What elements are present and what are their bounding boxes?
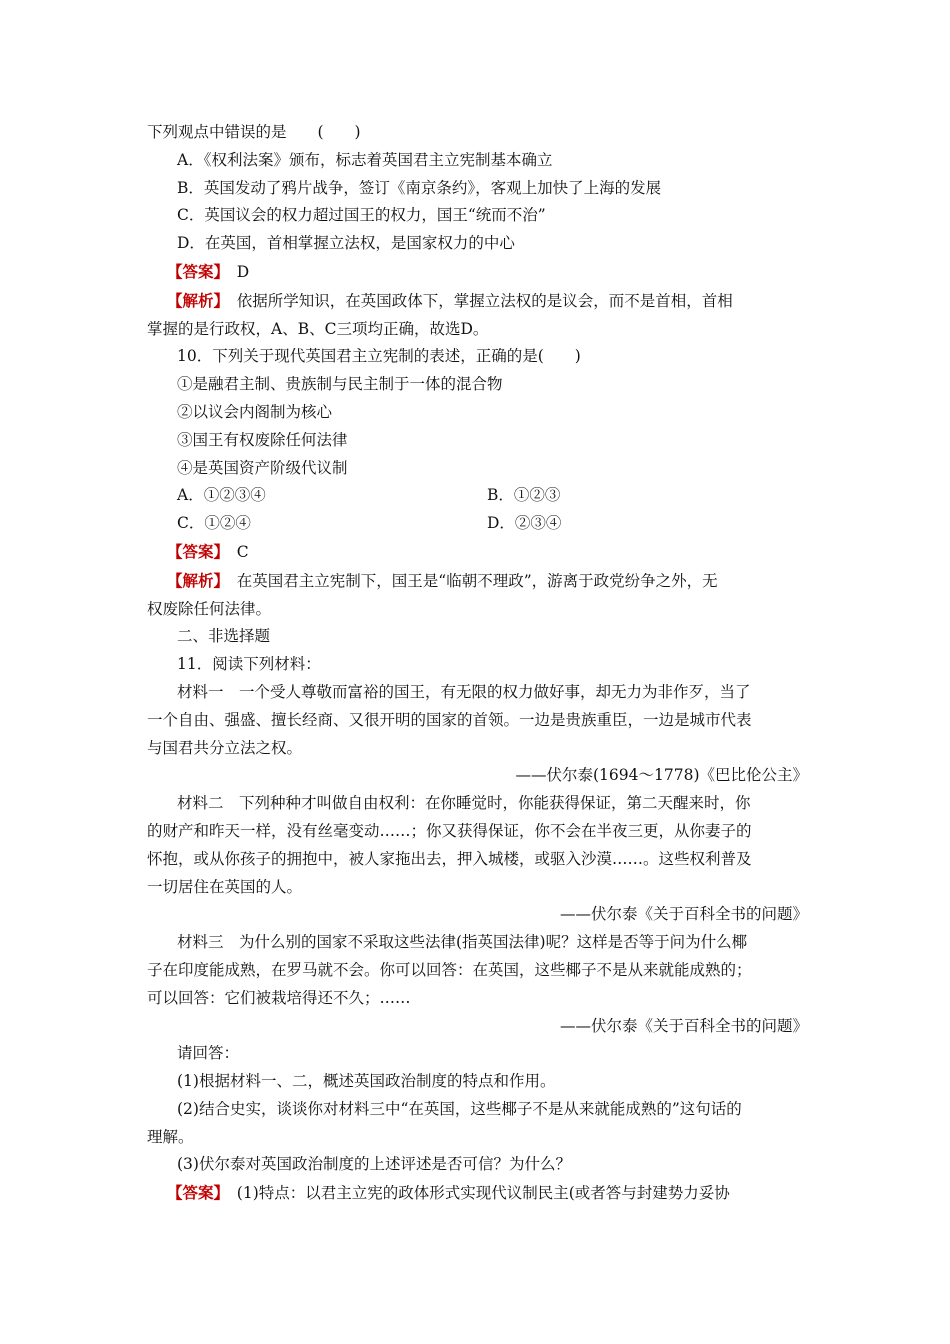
material-2-line-3: 怀抱，或从你孩子的拥抱中，被人家拖出去，押入城楼，或驱入沙漠……。这些权利普及 (147, 849, 752, 868)
q10-options-row-2 (147, 510, 808, 538)
q10-option-d: D．②③④ (487, 514, 562, 533)
answer-tag: 【答案】 (167, 1183, 222, 1203)
material-1-source: ——伏尔泰(1694～1778)《巴比伦公主》 (515, 766, 808, 785)
section-heading: 二、非选择题 (177, 627, 271, 646)
q10-answer (147, 538, 808, 567)
analysis-tag: 【解析】 (167, 570, 222, 590)
material-1-line-2: 一个自由、强盛、擅长经商、又很开明的国家的首领。一边是贵族重臣，一边是城市代表 (147, 710, 752, 729)
q10-option-c: C．①②④ (177, 514, 251, 533)
material-2-line-1: 材料二 下列种种才叫做自由权利：在你睡觉时，你能获得保证，第二天醒来时，你 (177, 794, 751, 813)
q10-stem: 10．下列关于现代英国君主立宪制的表述，正确的是( ) (177, 347, 581, 366)
q11-answer-line-1: 【答案】 (1)特点：以君主立宪的政体形式实现代议制民主(或者答与封建势力妥协 (167, 1183, 730, 1203)
q10-analysis-line-2: 权废除任何法律。 (147, 599, 272, 618)
q9-answer (147, 258, 808, 287)
q10-item-1: ①是融君主制、贵族制与民主制于一体的混合物 (177, 375, 503, 394)
material-1-line-3: 与国君共分立法之权。 (147, 738, 303, 757)
material-3-line-3: 可以回答：它们被栽培得还不久；…… (147, 988, 411, 1007)
q9-analysis-line-1: 【解析】 依据所学知识，在英国政体下，掌握立法权的是议会，而不是首相，首相 (167, 290, 733, 310)
q9-answer-value: D (236, 262, 250, 281)
q11-sub-2-line-2: 理解。 (147, 1127, 194, 1146)
q9-option-a: A．《权利法案》颁布，标志着英国君主立宪制基本确立 (177, 150, 553, 169)
q9-option-c: C．英国议会的权力超过国王的权力，国王“统而不治” (177, 206, 546, 225)
q10-option-b: B．①②③ (487, 486, 561, 505)
q10-item-2: ②以议会内阁制为核心 (177, 402, 333, 421)
q9-option-b: B．英国发动了鸦片战争，签订《南京条约》，客观上加快了上海的发展 (177, 178, 662, 197)
material-1-line-1: 材料一 一个受人尊敬而富裕的国王，有无限的权力做好事，却无力为非作歹，当了 (177, 682, 751, 701)
q10-analysis-line-1: 【解析】 在英国君主立宪制下，国王是“临朝不理政”，游离于政党纷争之外，无 (167, 570, 718, 590)
q11-ask: 请回答： (177, 1044, 240, 1063)
q9-option-d: D．在英国，首相掌握立法权，是国家权力的中心 (177, 234, 515, 253)
analysis-tag: 【解析】 (167, 290, 222, 310)
material-3-source: ——伏尔泰《关于百科全书的问题》 (559, 1016, 808, 1035)
answer-tag: 【答案】 (167, 541, 222, 561)
document-content (147, 119, 808, 1208)
q10-item-4: ④是英国资产阶级代议制 (177, 458, 348, 477)
material-2-line-2: 的财产和昨天一样，没有丝毫变动……；你又获得保证，你不会在半夜三更，从你妻子的 (147, 821, 752, 840)
q9-analysis-line-2: 掌握的是行政权，A、B、C三项均正确，故选D。 (147, 319, 489, 338)
material-3-line-2: 子在印度能成熟，在罗马就不会。你可以回答：在英国，这些椰子不是从来就能成熟的； (147, 960, 752, 979)
q10-item-3: ③国王有权废除任何法律 (177, 430, 348, 449)
q11-sub-1: (1)根据材料一、二，概述英国政治制度的特点和作用。 (177, 1072, 556, 1091)
q10-options-row-1 (147, 482, 808, 510)
q11-sub-2-line-1: (2)结合史实，谈谈你对材料三中“在英国，这些椰子不是从来就能成熟的”这句话的 (177, 1099, 742, 1118)
material-3-line-1: 材料三 为什么别的国家不采取这些法律(指英国法律)呢？这样是否等于问为什么椰 (177, 933, 748, 952)
q10-answer-value: C (236, 542, 249, 561)
answer-tag: 【答案】 (167, 261, 222, 281)
q11-sub-3: (3)伏尔泰对英国政治制度的上述评述是否可信？为什么？ (177, 1155, 571, 1174)
q10-option-a: A．①②③④ (177, 486, 266, 505)
material-2-source: ——伏尔泰《关于百科全书的问题》 (559, 905, 808, 924)
q11-stem: 11．阅读下列材料： (177, 655, 321, 674)
material-2-line-4: 一切居住在英国的人。 (147, 877, 303, 896)
q9-stem: 下列观点中错误的是 ( ) (147, 123, 361, 141)
